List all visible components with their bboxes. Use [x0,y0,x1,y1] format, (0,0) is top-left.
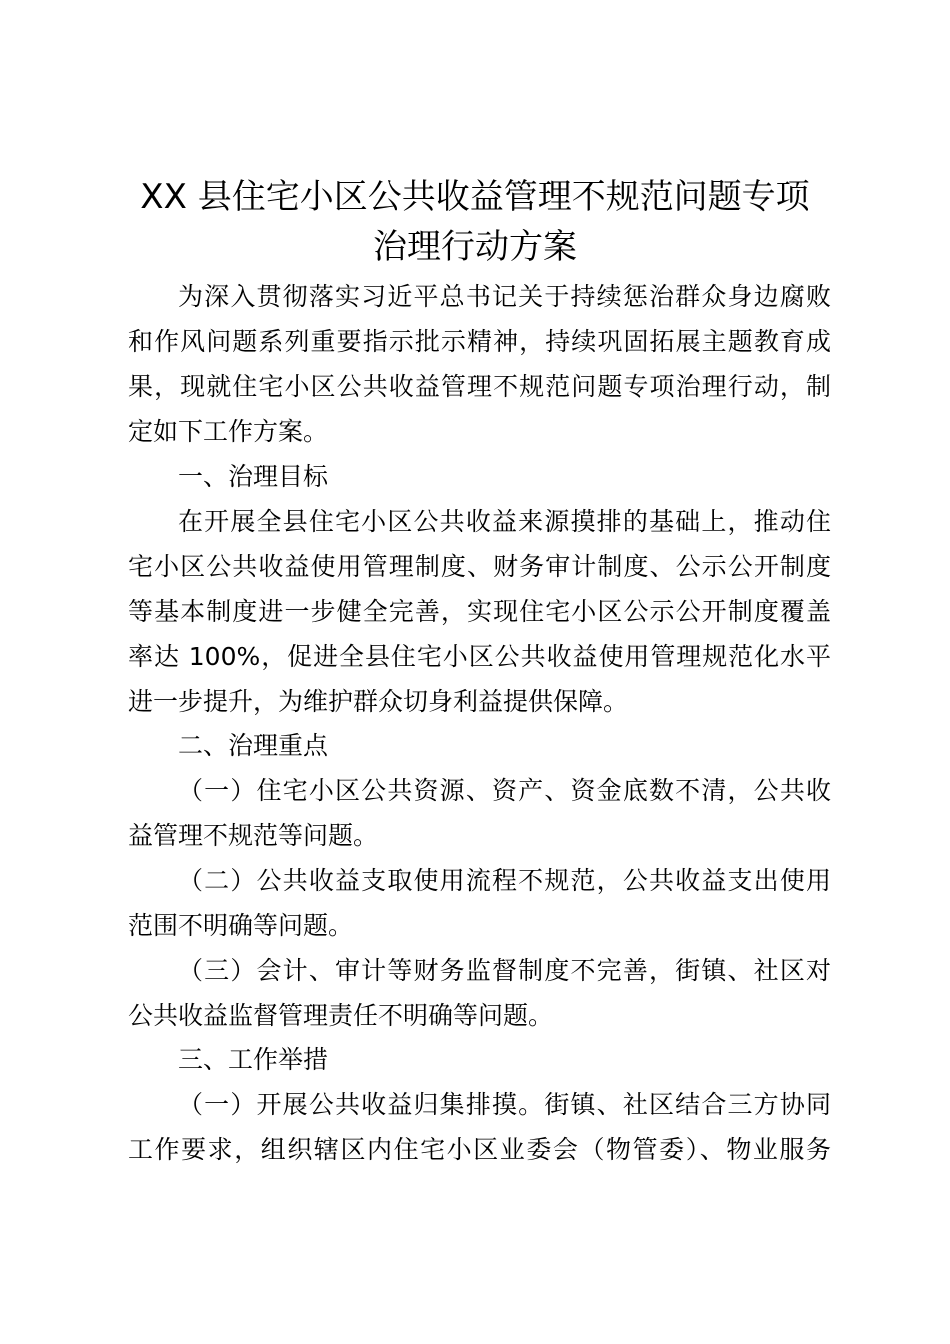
document-title-line-2: 治理行动方案 [373,227,577,267]
paragraph-intro-line: 为深入贯彻落实习近平总书记关于持续惩治群众身边腐败 [178,282,831,311]
paragraph-intro-line: 果，现就住宅小区公共收益管理不规范问题专项治理行动，制 [128,372,831,401]
focus-item-1-line: 益管理不规范等问题。 [128,821,379,850]
focus-item-1-line: （一）住宅小区公共资源、资产、资金底数不清，公共收 [178,776,831,805]
focus-item-2-line: 范围不明确等问题。 [128,911,354,940]
paragraph-goals-line: 进一步提升，为维护群众切身利益提供保障。 [128,687,629,716]
measure-item-1-line: 工作要求，组织辖区内住宅小区业委会（物管委）、物业服务 [128,1135,831,1164]
section-heading-goals: 一、治理目标 [178,462,329,491]
section-heading-focus: 二、治理重点 [178,731,329,760]
paragraph-goals-line: 在开展全县住宅小区公共收益来源摸排的基础上，推动住 [178,507,831,536]
focus-item-3-line: 公共收益监督管理责任不明确等问题。 [128,1001,554,1030]
measure-item-1-line: （一）开展公共收益归集排摸。街镇、社区结合三方协同 [178,1090,831,1119]
paragraph-intro-line: 和作风问题系列重要指示批示精神，持续巩固拓展主题教育成 [128,327,831,356]
section-heading-measures: 三、工作举措 [178,1045,329,1074]
paragraph-goals-line: 等基本制度进一步健全完善，实现住宅小区公示公开制度覆盖 [128,597,831,626]
paragraph-intro-line: 定如下工作方案。 [128,417,329,446]
paragraph-goals-line: 率达 100%，促进全县住宅小区公共收益使用管理规范化水平 [128,642,831,671]
focus-item-3-line: （三）会计、审计等财务监督制度不完善，街镇、社区对 [178,956,831,985]
paragraph-goals-line: 宅小区公共收益使用管理制度、财务审计制度、公示公开制度 [128,552,831,581]
document-title-line-1: XX 县住宅小区公共收益管理不规范问题专项 [140,177,810,217]
focus-item-2-line: （二）公共收益支取使用流程不规范，公共收益支出使用 [178,866,831,895]
